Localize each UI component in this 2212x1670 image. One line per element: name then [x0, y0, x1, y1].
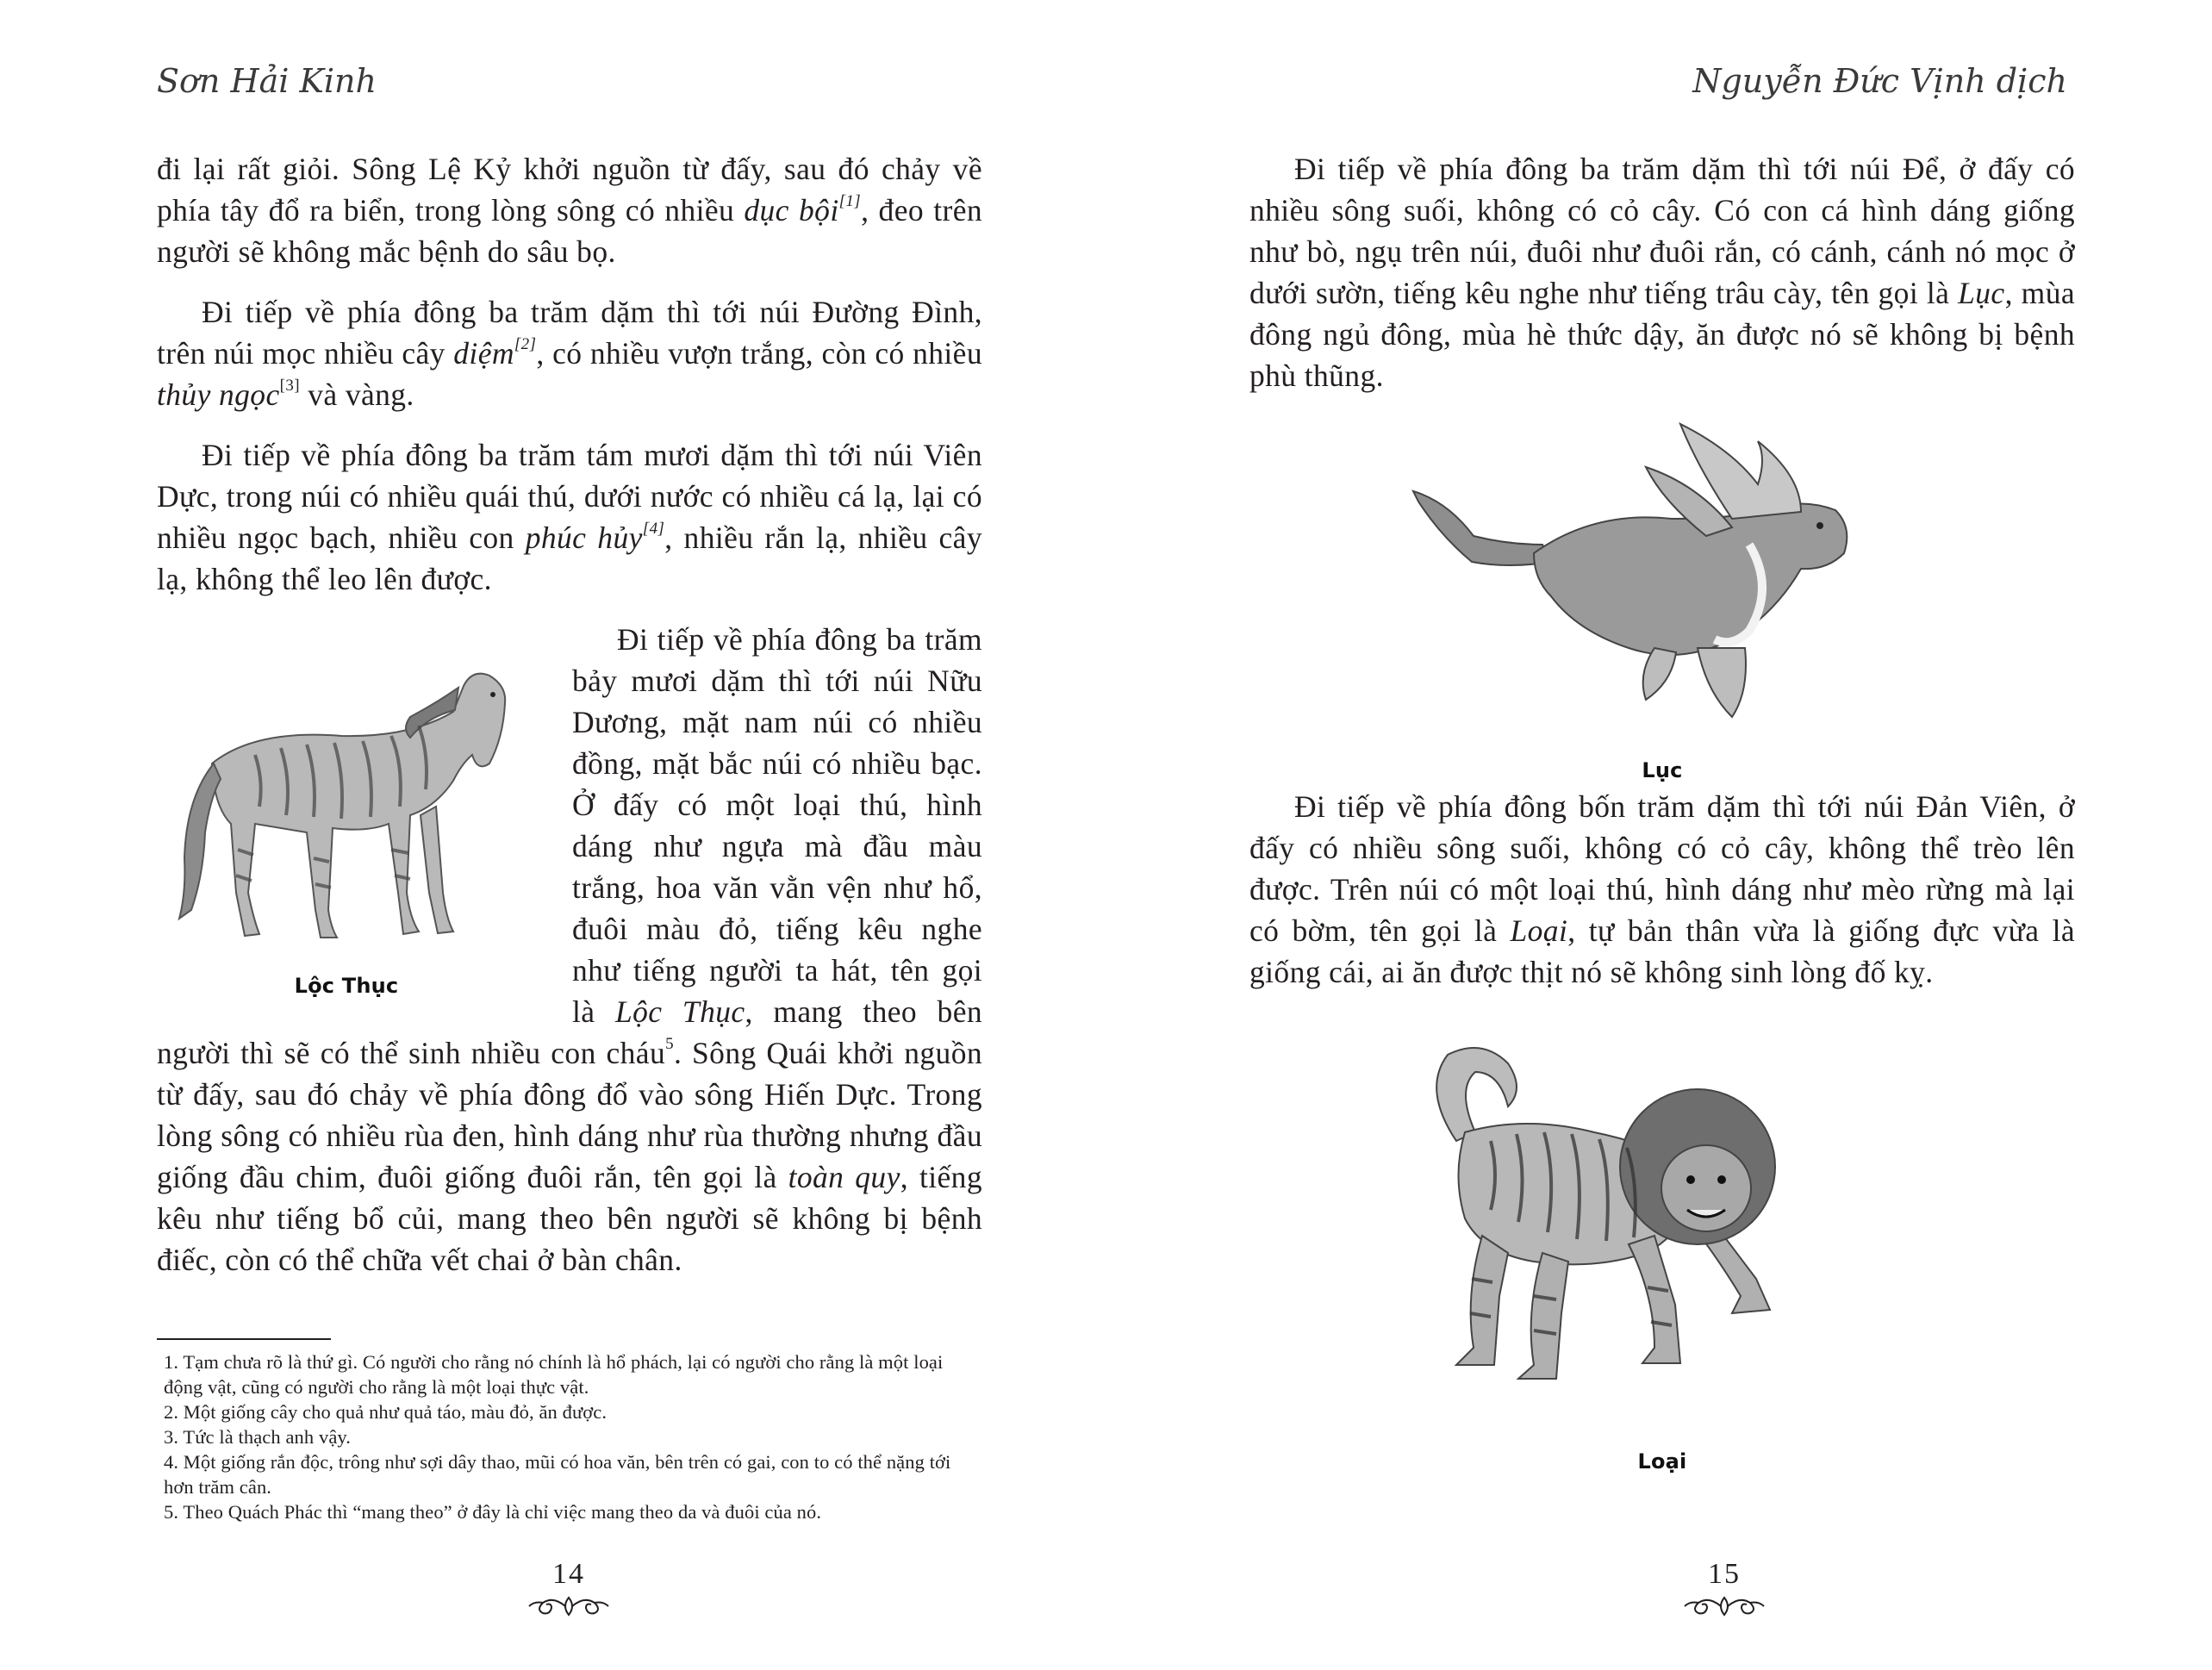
flourish-ornament-icon: [527, 1592, 610, 1620]
footnotes: [157, 1349, 982, 1524]
figure-loai: [1249, 1012, 2075, 1474]
figure-caption: Lục: [1642, 758, 1683, 782]
flourish-ornament-icon: [1683, 1592, 1766, 1620]
figure-caption: Loại: [1637, 1449, 1687, 1474]
left-body-text: [157, 148, 982, 1299]
right-page: [1106, 0, 2212, 1670]
page-number: 15: [1708, 1558, 1741, 1590]
footnote: 1. Tạm chưa rõ là thứ gì. Có người cho rằng nó chính là hổ phách, lại có người cho rằng là một loại động vật, cũng có người cho rằng là một loại thực vật.: [164, 1351, 944, 1398]
figure-caption: Lộc Thục: [294, 974, 399, 998]
maned-tiger-illustration: [1249, 1038, 2075, 1434]
footnote: 2. Một giống cây cho quả như quả táo, màu đỏ, ăn được.: [164, 1401, 608, 1423]
paragraph: Đi tiếp về phía đông ba trăm dặm thì tới núi Để, ở đấy có nhiều sông suối, không có cỏ cây. Có con cá hình dáng giống như bò, ngụ trên núi, đuôi như đuôi rắn, có cánh, cánh nó mọc ở dưới sườn, tiếng kêu nghe như tiếng trâu cày, tên gọi là Lục, mùa đông ngủ đông, mùa hè thức dậy, ăn được nó sẽ không bị bệnh phù thũng.: [1249, 152, 2075, 393]
page-number: 14: [552, 1558, 585, 1590]
paragraph: Đi tiếp về phía đông ba trăm tám mươi dặm thì tới núi Viên Dực, trong núi có nhiều quái thú, dưới nước có nhiều cá lạ, lại có nhiều ngọc bạch, nhiều con phúc hủy[4], nhiều rắn lạ, nhiều cây lạ, không thể leo lên được.: [157, 438, 982, 596]
paragraph: Đi tiếp về phía đông ba trăm dặm thì tới núi Đường Đình, trên núi mọc nhiều cây diệm[2], có nhiều vượn trắng, còn có nhiều thủy ngọc[3] và vàng.: [157, 295, 982, 412]
figure-loc-thuc: [152, 619, 541, 998]
winged-fish-illustration: [1249, 415, 2075, 743]
footnote: 5. Theo Quách Phác thì “mang theo” ở đây là chỉ việc mang theo da và đuôi của nó.: [164, 1501, 822, 1523]
figure-luc: [1249, 415, 2075, 786]
footnote: 3. Tức là thạch anh vậy.: [164, 1426, 352, 1448]
paragraph: Đi tiếp về phía đông bốn trăm dặm thì tới núi Đản Viên, ở đấy có nhiều sông suối, không có cỏ cây, không thể trèo lên được. Trên núi có một loại thú, hình dáng như mèo rừng mà lại có bờm, tên gọi là Loại, tự bản thân vừa là giống đực vừa là giống cái, ai ăn được thịt nó sẽ không sinh lòng đố kỵ.: [1249, 789, 2075, 989]
running-head-translator: Nguyễn Đức Vịnh dịch: [1692, 62, 2067, 100]
horse-illustration: [152, 634, 541, 962]
running-head-book-title: Sơn Hải Kinh: [157, 62, 377, 100]
paragraph: đi lại rất giỏi. Sông Lệ Kỷ khởi nguồn từ đấy, sau đó chảy về phía tây đổ ra biển, trong lòng sông có nhiều dục bội[1], đeo trên người sẽ không mắc bệnh do sâu bọ.: [157, 152, 983, 269]
right-body-text: [1249, 148, 2075, 1474]
footnote-rule: [157, 1338, 331, 1340]
paragraph: Đi tiếp về phía đông ba trăm bảy mươi dặm thì tới núi Nữu Dương, mặt nam núi có nhiều đồng, mặt bắc núi có nhiều bạc. Ở đấy có một loại thú, hình dáng như ngựa mà đầu màu trắng, hoa văn vằn vện như hổ, đuôi màu đỏ, tiếng kêu nghe như tiếng người ta hát, tên gọi là Lộc Thục, mang theo bên người thì sẽ có thể sinh nhiều con cháu$^5$. Sông Quái khởi nguồn từ đấy, sau đó chảy về phía đông đổ vào sông Hiến Dực. Trong lòng sông có nhiều rùa đen, hình dáng như rùa thường nhưng đầu giống đầu chim, đuôi giống đuôi rắn, tên gọi là toàn quy, tiếng kêu như tiếng bổ củi, mang theo bên người sẽ không bị bệnh điếc, còn có thể chữa vết chai ở bàn chân.: [157, 622, 983, 1277]
footnote: 4. Một giống rắn độc, trông như sợi dây thao, mũi có hoa văn, bên trên có gai, con to có thể nặng tới hơn trăm cân.: [164, 1451, 951, 1498]
